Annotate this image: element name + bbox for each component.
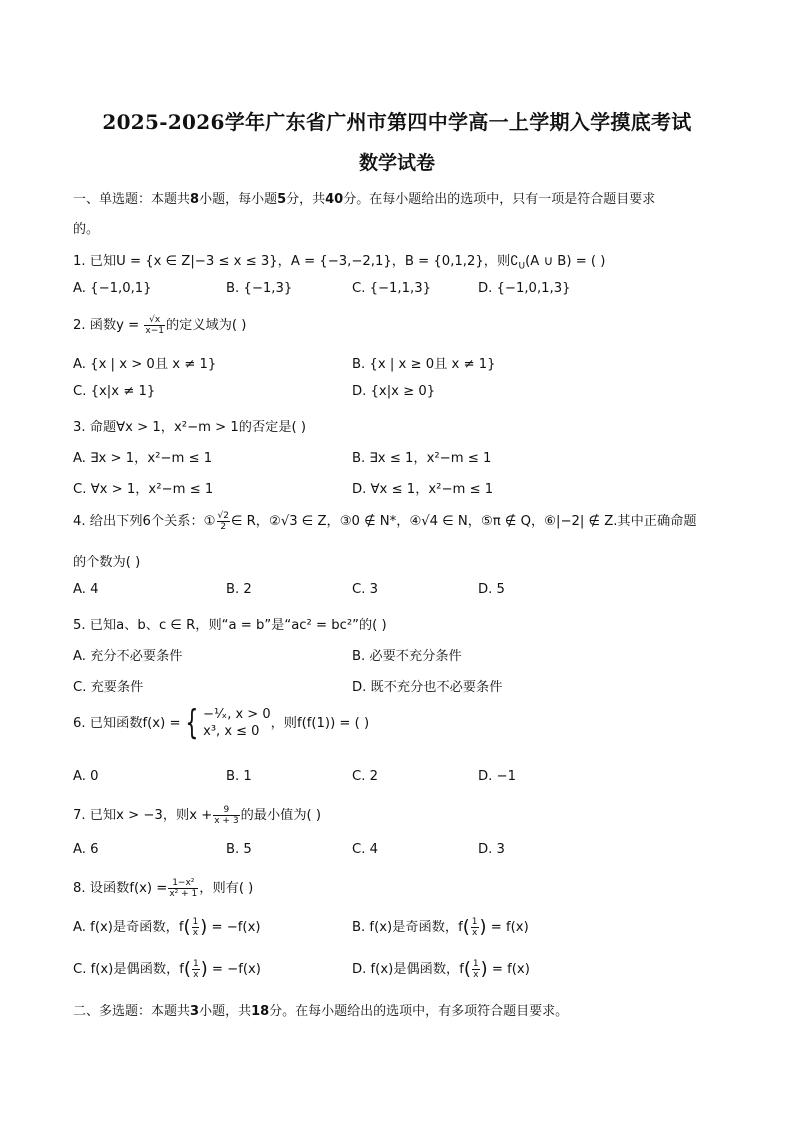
section2-text-2: 小题，共 xyxy=(199,1004,252,1019)
q4-fraction-numerator: √2 xyxy=(217,510,229,521)
q4-option-a[interactable]: A. 4 xyxy=(73,582,99,597)
q5-option-a[interactable]: A. 充分不必要条件 xyxy=(73,649,183,664)
q8-option-c-pre: C. f(x)是偶函数，f xyxy=(73,962,184,977)
q6-option-a[interactable]: A. 0 xyxy=(73,769,99,784)
q1-option-d[interactable]: D. {−1,0,1,3} xyxy=(478,281,571,296)
question-3-stem: 3. 命题∀x > 1，x²−m > 1的否定是( ) xyxy=(73,420,307,435)
q4-option-c[interactable]: C. 3 xyxy=(352,582,378,597)
section1-text-3: 分，共 xyxy=(286,192,326,207)
q3-option-a[interactable]: A. ∃x > 1，x²−m ≤ 1 xyxy=(73,451,213,466)
q3-option-b[interactable]: B. ∃x ≤ 1，x²−m ≤ 1 xyxy=(352,451,492,466)
question-2-stem xyxy=(73,314,246,336)
q5-option-d[interactable]: D. 既不充分也不必要条件 xyxy=(352,680,503,695)
q2-fraction-denominator: x−1 xyxy=(145,325,164,336)
q1-option-c[interactable]: C. {−1,1,3} xyxy=(352,281,431,296)
q2-option-d[interactable]: D. {x|x ≥ 0} xyxy=(352,384,436,399)
section2-total: 18 xyxy=(251,1004,270,1019)
q2-option-c[interactable]: C. {x|x ≠ 1} xyxy=(73,384,156,399)
q8-option-a-frac-den: x xyxy=(192,927,199,938)
section2-text: 二、多选题：本题共 xyxy=(73,1004,191,1019)
q2-fraction xyxy=(144,315,165,336)
q2-option-a[interactable]: A. {x | x > 0且 x ≠ 1} xyxy=(73,357,217,372)
q8-option-c-left-paren: ( xyxy=(183,958,191,980)
q7-option-b[interactable]: B. 5 xyxy=(226,842,252,857)
q2-stem-post: 的定义域为( ) xyxy=(166,318,247,333)
q8-option-a-pre: A. f(x)是奇函数，f xyxy=(73,920,184,935)
section1-text-2: 小题，每小题 xyxy=(199,192,278,207)
q8-option-b[interactable] xyxy=(352,916,529,938)
q8-stem-pre: 8. 设函数f(x) = xyxy=(73,881,168,896)
q2-fraction-numerator: √x xyxy=(144,315,165,326)
q8-option-b-pre: B. f(x)是奇函数，f xyxy=(352,920,463,935)
q1-option-a[interactable]: A. {−1,0,1} xyxy=(73,281,152,296)
q2-option-b[interactable]: B. {x | x ≥ 0且 x ≠ 1} xyxy=(352,357,496,372)
q4-fraction xyxy=(217,511,230,532)
q8-option-c-right-paren: ) xyxy=(200,958,208,980)
section1-count: 8 xyxy=(190,192,200,207)
q8-stem-post: ，则有( ) xyxy=(199,881,254,896)
q7-fraction-denominator: x + 3 xyxy=(214,815,239,826)
question-4-stem-line2: 的个数为( ) xyxy=(73,555,141,570)
section1-heading xyxy=(73,188,655,207)
q3-option-c[interactable]: C. ∀x > 1，x²−m ≤ 1 xyxy=(73,482,214,497)
question-8-stem xyxy=(73,877,253,899)
q3-option-d[interactable]: D. ∀x ≤ 1，x²−m ≤ 1 xyxy=(352,482,494,497)
q2-stem-pre: 2. 函数y = xyxy=(73,318,140,333)
q7-fraction xyxy=(213,805,239,826)
q4-option-d[interactable]: D. 5 xyxy=(478,582,505,597)
section1-heading-line2: 的。 xyxy=(73,222,100,237)
question-4-stem xyxy=(73,510,697,532)
section1-total: 40 xyxy=(325,192,344,207)
q8-option-d-pre: D. f(x)是偶函数，f xyxy=(352,962,464,977)
q8-option-a-fraction xyxy=(192,917,200,938)
q6-case-2: x³, x ≤ 0 xyxy=(203,724,260,739)
q7-stem-pre: 7. 已知x > −3，则x + xyxy=(73,808,213,823)
q8-option-c-frac-num: 1 xyxy=(192,958,199,969)
q6-stem-post: ，则f(f(1)) = ( ) xyxy=(270,716,370,731)
q8-option-a[interactable] xyxy=(73,916,261,938)
section2-heading xyxy=(73,1000,568,1019)
q6-case-1: −¹⁄ₓ, x > 0 xyxy=(203,707,271,722)
q8-option-c-fraction xyxy=(192,959,200,980)
q6-piecewise-brace: { xyxy=(184,703,198,743)
q8-option-d-frac-den: x xyxy=(473,969,479,980)
q6-stem-pre: 6. 已知函数f(x) = xyxy=(73,716,181,731)
q8-option-a-frac-num: 1 xyxy=(192,916,199,927)
q8-option-d-fraction xyxy=(472,959,480,980)
q7-option-c[interactable]: C. 4 xyxy=(352,842,378,857)
exam-subtitle: 数学试卷 xyxy=(358,152,435,174)
q6-piecewise-cases xyxy=(203,706,270,740)
section2-text-3: 分。在每小题给出的选项中，有多项符合题目要求。 xyxy=(269,1004,569,1019)
q8-option-b-post: = f(x) xyxy=(490,920,529,935)
section1-text-4: 分。在每小题给出的选项中，只有一项是符合题目要求 xyxy=(343,192,656,207)
q7-option-d[interactable]: D. 3 xyxy=(478,842,505,857)
q1-option-b[interactable]: B. {−1,3} xyxy=(226,281,293,296)
q1-complement-subscript: U xyxy=(518,261,526,272)
q4-stem-post: ∈ R，②√3 ∈ Z，③0 ∉ N*，④√4 ∈ N，⑤π ∉ Q，⑥|−2| ∉ Z.其中正确命题 xyxy=(230,514,697,529)
question-1-stem xyxy=(73,250,605,272)
q8-option-b-left-paren: ( xyxy=(462,916,470,938)
q5-option-c[interactable]: C. 充要条件 xyxy=(73,680,144,695)
question-5-stem: 5. 已知a、b、c ∈ R，则“a = b”是“ac² = bc²”的( ) xyxy=(73,618,387,633)
q4-option-b[interactable]: B. 2 xyxy=(226,582,252,597)
section1-text: 一、单选题：本题共 xyxy=(73,192,191,207)
q8-option-b-right-paren: ) xyxy=(479,916,487,938)
q7-option-a[interactable]: A. 6 xyxy=(73,842,99,857)
q1-stem-tail: (A ∪ B) = ( ) xyxy=(525,254,606,269)
q8-option-a-post: = −f(x) xyxy=(211,920,261,935)
q8-option-d[interactable] xyxy=(352,958,530,980)
q5-option-b[interactable]: B. 必要不充分条件 xyxy=(352,649,462,664)
q7-stem-post: 的最小值为( ) xyxy=(240,808,321,823)
exam-title: 2025-2026学年广东省广州市第四中学高一上学期入学摸底考试 xyxy=(102,110,692,134)
q6-option-d[interactable]: D. −1 xyxy=(478,769,516,784)
section2-count: 3 xyxy=(190,1004,200,1019)
q8-option-c[interactable] xyxy=(73,958,261,980)
q8-option-b-frac-den: x xyxy=(471,927,478,938)
q8-fraction xyxy=(168,878,198,899)
q8-option-c-frac-den: x xyxy=(193,969,199,980)
question-7-stem xyxy=(73,804,321,826)
question-6-stem xyxy=(73,703,370,743)
q1-stem-text: 1. 已知U = {x ∈ Z|−3 ≤ x ≤ 3}，A = {−3,−2,1}，B = {0,1,2}，则∁ xyxy=(73,254,519,269)
section1-score: 5 xyxy=(277,192,287,207)
q8-option-a-left-paren: ( xyxy=(183,916,191,938)
q8-fraction-denominator: x² + 1 xyxy=(169,888,198,899)
q4-fraction-denominator: 2 xyxy=(220,521,227,532)
q6-option-b[interactable]: B. 1 xyxy=(226,769,252,784)
q8-option-d-frac-num: 1 xyxy=(472,958,479,969)
q8-option-d-left-paren: ( xyxy=(463,958,471,980)
q6-option-c[interactable]: C. 2 xyxy=(352,769,378,784)
q8-option-b-fraction xyxy=(471,917,479,938)
q8-option-b-frac-num: 1 xyxy=(471,916,478,927)
q7-fraction-numerator: 9 xyxy=(213,805,239,816)
q8-option-a-right-paren: ) xyxy=(200,916,208,938)
q4-stem-pre: 4. 给出下列6个关系：① xyxy=(73,514,216,529)
q8-option-c-post: = −f(x) xyxy=(211,962,261,977)
q8-fraction-numerator: 1−x² xyxy=(168,878,198,889)
q8-option-d-right-paren: ) xyxy=(480,958,488,980)
q8-option-d-post: = f(x) xyxy=(491,962,530,977)
